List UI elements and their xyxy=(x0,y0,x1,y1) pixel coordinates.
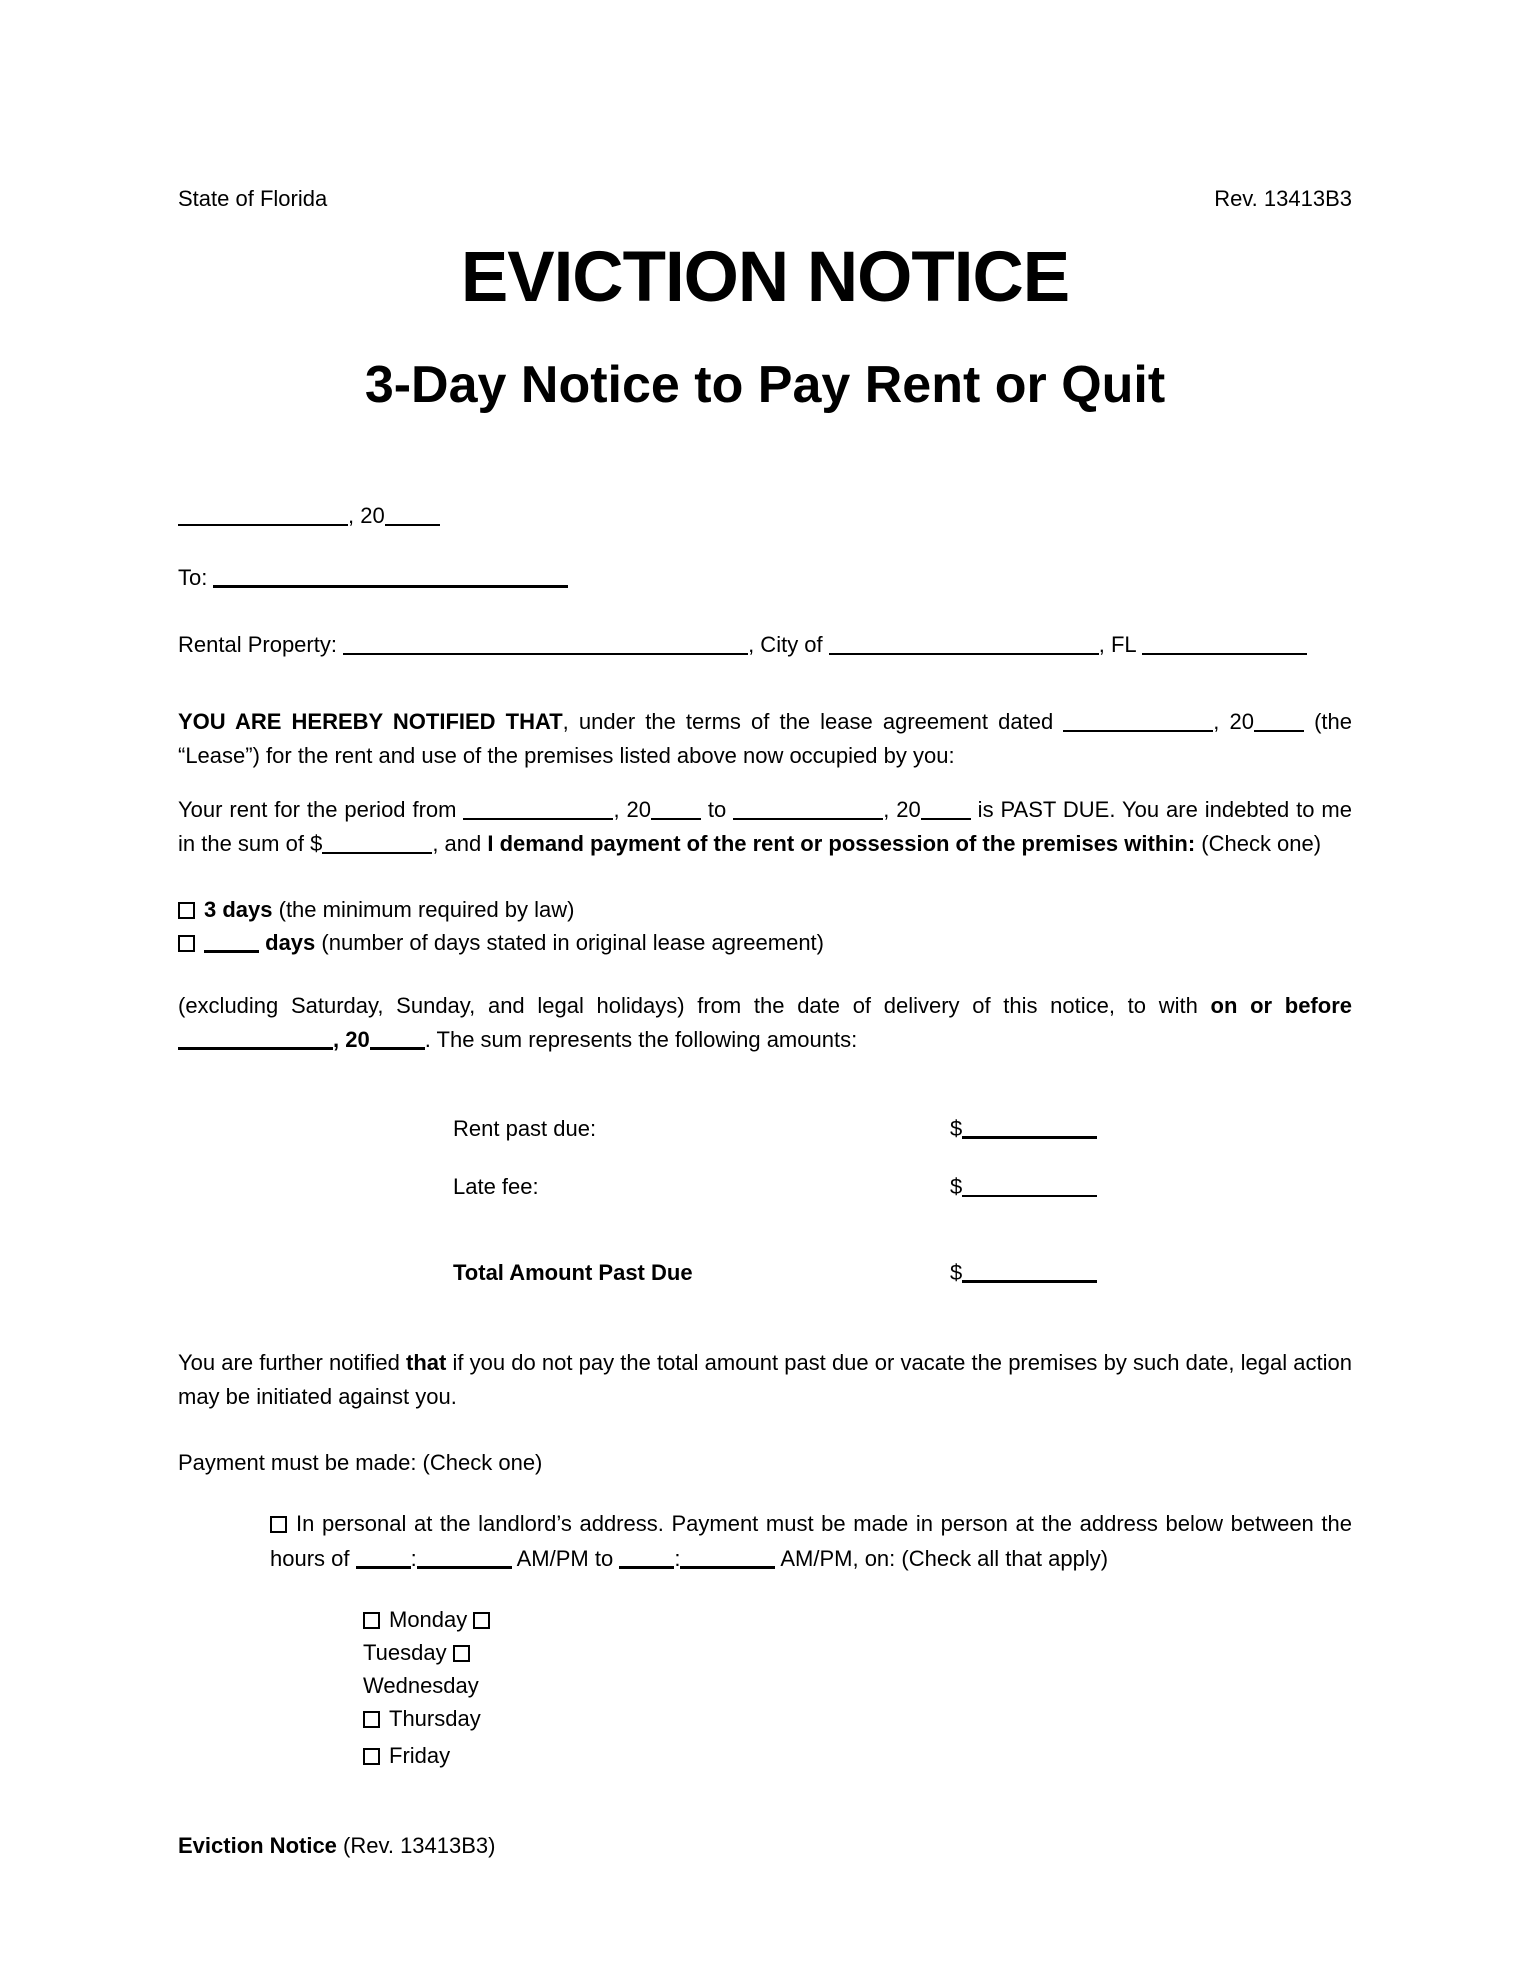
text-segment: , and xyxy=(432,831,488,856)
text-segment: : xyxy=(410,1546,417,1571)
amount-value xyxy=(950,1258,1097,1288)
blank-field[interactable] xyxy=(1063,729,1213,732)
blank-field[interactable] xyxy=(322,851,432,854)
text-segment: I demand payment of the rent or possession of the premises within: xyxy=(487,831,1196,856)
amounts-table xyxy=(453,1114,1352,1288)
checkbox[interactable] xyxy=(363,1711,380,1728)
dollar-sign: $ xyxy=(950,1174,963,1199)
text-segment: , 20 xyxy=(883,797,921,822)
text-segment: , FL xyxy=(1098,632,1142,657)
blank-field[interactable] xyxy=(178,523,348,526)
dollar-sign: $ xyxy=(950,1116,963,1141)
text-segment: Your rent for the period from xyxy=(178,797,464,822)
text-segment: that xyxy=(406,1350,447,1375)
day-option-line xyxy=(363,1669,1352,1702)
text-segment: (Rev. 13413B3) xyxy=(336,1833,496,1858)
text-segment: , 20 xyxy=(1213,709,1254,734)
checkbox[interactable] xyxy=(178,902,195,919)
text-segment: , under the terms of the lease agreement dated xyxy=(562,709,1064,734)
text-segment: . The sum represents the following amounts: xyxy=(424,1027,858,1052)
text-segment: AM/PM to xyxy=(511,1546,620,1571)
amount-value xyxy=(950,1114,1097,1144)
text-segment: You are further notified xyxy=(178,1350,407,1375)
document-title: EVICTION NOTICE xyxy=(460,238,1070,317)
text-segment: YOU ARE HEREBY NOTIFIED THAT xyxy=(178,709,563,734)
header-state: State of Florida xyxy=(178,186,328,211)
document-header xyxy=(178,186,1352,212)
blank-field[interactable] xyxy=(619,1565,674,1569)
text-segment: on or before xyxy=(1210,993,1352,1018)
text-segment: if you do not pay the total amount past due or vacate the premises by such date, legal action may be initiated against you. xyxy=(178,1350,1352,1409)
amount-row xyxy=(453,1114,1352,1144)
text-segment: Eviction Notice xyxy=(178,1833,337,1858)
amount-label: Rent past due: xyxy=(453,1116,597,1141)
blank-field[interactable] xyxy=(204,949,259,953)
checkbox[interactable] xyxy=(453,1645,470,1662)
blank-field[interactable] xyxy=(829,652,1099,655)
checkbox[interactable] xyxy=(473,1612,490,1629)
paragraph-excluding xyxy=(178,989,1352,1057)
blank-field[interactable] xyxy=(1254,729,1304,732)
checkbox-option-line xyxy=(178,893,1352,926)
amount-label: Late fee: xyxy=(453,1174,539,1199)
text-segment: Payment must be made: (Check one) xyxy=(178,1450,543,1475)
text-segment: , 20 xyxy=(613,797,651,822)
amount-row xyxy=(453,1172,1352,1202)
text-segment: : xyxy=(674,1546,681,1571)
text-segment: (the “Lease”) for the rent and use of the premises listed above now occupied by you: xyxy=(178,709,1352,768)
blank-field[interactable] xyxy=(178,1046,333,1050)
checkbox-option-line xyxy=(178,926,1352,959)
text-segment: (Check one) xyxy=(1195,831,1322,856)
day-option-line xyxy=(363,1636,1352,1669)
blank-field[interactable] xyxy=(733,817,883,820)
checkbox[interactable] xyxy=(363,1612,380,1629)
dollar-sign: $ xyxy=(950,1260,963,1285)
blank-field[interactable] xyxy=(213,584,568,588)
blank-field[interactable] xyxy=(385,523,440,526)
blank-field[interactable] xyxy=(921,817,971,820)
amount-label: Total Amount Past Due xyxy=(453,1260,693,1285)
text-segment: (excluding Saturday, Sunday, and legal holidays) from the date of delivery of this notice, to with xyxy=(178,993,1211,1018)
text-segment: Monday xyxy=(389,1607,474,1632)
text-segment: Wednesday xyxy=(363,1673,479,1698)
day-option-line xyxy=(363,1739,1352,1772)
checkbox[interactable] xyxy=(270,1516,287,1533)
header-revision: Rev. 13413B3 xyxy=(1214,186,1352,211)
rental-property-line xyxy=(178,628,1352,662)
blank-field[interactable] xyxy=(962,1194,1097,1197)
blank-field[interactable] xyxy=(343,652,748,655)
text-segment: 3 days xyxy=(204,897,273,922)
payment-must-be-made-line xyxy=(178,1446,1352,1480)
text-segment: AM/PM, on: (Check all that apply) xyxy=(775,1546,1109,1571)
text-segment: To: xyxy=(178,565,214,590)
text-segment: Rental Property: xyxy=(178,632,344,657)
text-segment: Friday xyxy=(389,1743,451,1768)
paragraph-notified xyxy=(178,705,1352,773)
text-segment: In personal at the landlord’s address. Payment must be made in person at the address below between the hours of xyxy=(270,1511,1352,1571)
blank-field[interactable] xyxy=(962,1279,1097,1283)
text-segment: , 20 xyxy=(333,1027,370,1052)
text-segment: , 20 xyxy=(348,503,385,528)
text-segment: Tuesday xyxy=(363,1640,453,1665)
blank-field[interactable] xyxy=(356,1565,411,1569)
document-subtitle: 3-Day Notice to Pay Rent or Quit xyxy=(364,356,1166,414)
blank-field[interactable] xyxy=(651,817,701,820)
paragraph-rent-past-due xyxy=(178,793,1352,861)
document-footer xyxy=(178,1831,1352,1861)
blank-field[interactable] xyxy=(370,1046,425,1050)
blank-field[interactable] xyxy=(680,1565,775,1569)
blank-field[interactable] xyxy=(962,1135,1097,1139)
text-segment: is PAST DUE. You are indebted to me in the sum of $ xyxy=(178,797,1352,856)
date-line xyxy=(178,499,1352,533)
to-line xyxy=(178,561,1352,595)
payment-option-paragraph xyxy=(270,1506,1352,1576)
paragraph-further-notified xyxy=(178,1346,1352,1414)
text-segment: (number of days stated in original lease agreement) xyxy=(315,930,824,955)
blank-field[interactable] xyxy=(463,817,613,820)
text-segment: days xyxy=(265,930,316,955)
amount-value xyxy=(950,1172,1097,1202)
day-option-line xyxy=(363,1702,1352,1735)
days-checkbox-group xyxy=(363,1603,1352,1772)
blank-field[interactable] xyxy=(1142,652,1307,655)
text-segment: Thursday xyxy=(389,1706,481,1731)
checkbox[interactable] xyxy=(363,1748,380,1765)
text-segment: , City of xyxy=(748,632,829,657)
text-segment: to xyxy=(700,797,734,822)
text-segment: (the minimum required by law) xyxy=(272,897,575,922)
day-option-line xyxy=(363,1603,1352,1636)
blank-field[interactable] xyxy=(417,1565,512,1569)
checkbox[interactable] xyxy=(178,935,195,952)
amount-row xyxy=(453,1258,1352,1288)
check-one-group xyxy=(178,893,1352,959)
